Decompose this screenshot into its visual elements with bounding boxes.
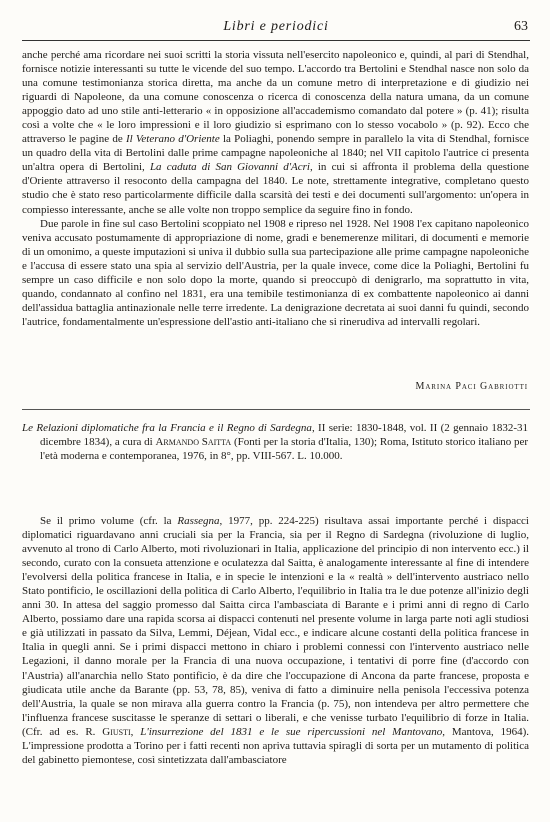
journal-title-rassegna: Rassegna xyxy=(177,515,220,527)
reviewed-book-editor: Armando Saitta xyxy=(155,436,232,449)
section-divider xyxy=(22,409,530,410)
running-title: Libri e periodici xyxy=(223,19,329,34)
review-1-paragraph-2: Due parole in fine sul caso Bertolini scoppiato nel 1908 e ripreso nel 1928. Nel 1908 l'ex capitano napoleonico veniva accusato postumamente di appropriazione di nome, gradi e benemerenze militari, di documenti e memorie di un omonimo, a queste imputazioni si univa il dubbio sulla sua partecipazione alle prime campagne napoleoniche e l'accusa di essere stato una spia al servizio dell'Austria, per la quale invece, come dice la Poliaghi, Bertolini fu sempre un caso difficile e non solo dopo la morte, quando si preoccupò di denigrarlo, ma soprattutto in vita, quando, condannato al confino nel 1831, era una temibile testimonianza di ex combattente napoleonico ai danni dell'assidua battaglia antinazionale nelle terre irredente. La denigrazione decretata ai suoi danni fu quindi, secondo l'autrice, fondamentalmente un'espressione dell'astio anti-italiano che si rinerudiva ad intervalli regolari. xyxy=(22,217,529,328)
book-title-veterano: Il Veterano d'Oriente xyxy=(125,133,220,146)
review-1-body xyxy=(22,48,529,329)
running-header xyxy=(22,18,530,41)
page-number: 63 xyxy=(514,19,528,34)
review-1-author: Marina Paci Gabriotti xyxy=(415,381,528,392)
review-2-reference: Le Relazioni diplomatiche fra la Francia e il Regno di Sardegna, II serie: 1830-1848, vol. II (2 gennaio 1832-31 dicembre 1834), a cura di Armando Saitta (Fonti per la storia d'Italia, 130); Roma, Istituto storico italiano per l'età moderna e contemporanea, 1976, in 8°, pp. VIII-567. L. 10.000. xyxy=(22,422,529,463)
review-2-body xyxy=(22,514,529,767)
book-title-caduta: La caduta di San Giovanni d'Acri xyxy=(149,161,310,174)
cited-title-insurrezione: L'insurrezione del 1831 e le sue ripercussioni nel Mantovano xyxy=(140,725,443,738)
review-2-paragraph-1: Se il primo volume (cfr. la Rassegna, 1977, pp. 224-225) risultava assai importante perché i dispacci diplomatici riguardavano anni cruciali sia per la Francia, sia per il Regno di Sardegna (rivoluzione di luglio, avvenuto al trono di Carlo Alberto, moti rivoluzionari in Italia, applicazione del principio di non intervento ecc.) il secondo, curato con la consueta attenzione e oculatezza dal Saitta, è analogamente interessante al fine di intendere l'evolversi della politica francese in Italia, e in specie le intenzioni e la « realtà » dell'intervento austriaco nello Stato pontificio, le oscillazioni della politica di Carlo Alberto, l'equilibrio in Italia tra le due potenze all'inizio degli anni 30. In attesa del saggio promesso dal Saitta circa l'ambasciata di Barante e i primi anni di regno di Carlo Alberto, possiamo dare una rapida scorsa ai dispacci contenuti nel presente volume in larga parte noti agli studiosi e già utilizzati in passato da Silva, Lemmi, Déjean, Vidal ecc., e indicare alcune costanti della politica francese in Italia in quegli anni. Se i primi dispacci mettono in chiaro i problemi connessi con l'intervento austriaco nelle Legazioni, il danno morale per la Francia di una nuova occupazione, i tentativi di porre fine (d'accordo con l'Austria) all'anarchia nello Stato pontificio, è da dire che l'occupazione di Ancona da parte francese, proposta e giudicata utile anche da Barante (pp. 53, 78, 85), veniva di fatto a diminuire nella penisola l'eccessiva potenza dell'Austria, la quale se non mirava alla guerra contro la Francia (p. 75), non intendeva per altro permettere che l'influenza francese suscitasse le speranze di settari o liberali, e che venisse turbato l'equilibrio di forze in Italia. (Cfr. ad es. R. Giusti, L'insurrezione del 1831 e le sue ripercussioni nel Mantovano, Mantova, 1964). L'impressione prodotta a Torino per i fatti recenti non apriva tuttavia spiragli di sorta per un mutamento di politica del gabinetto piemontese, così sintetizzata dall'ambasciatore xyxy=(22,515,529,766)
review-1-paragraph-1: anche perché ama ricordare nei suoi scritti la storia vissuta nell'esercito napoleonico e, quindi, al pari di Stendhal, fornisce notizie interessanti su tutte le vicende del suo tempo. L'accordo tra Bertolini e Stendhal nasce non solo da una comune testimonianza storica diretta, ma anche da un comune metro di interpretazione e di giudizio nei riguardi di Napoleone, da una comune conoscenza o ricerca di conoscenza della natura umana, da un comune appoggio dato ad uno stile anti-letterario « in opposizione all'accademismo comandato dal potere » (p. 41); risulta così a volte che « le loro impressioni e il loro giudizio si esprimano con lo stesso vocabolo » (p. 92). Ecco che attraverso le pagine de Il Veterano d'Oriente la Poliaghi, ponendo sempre in parallelo la vita di Stendhal, fornisce un quadro della vita di Bertolini dalle prime campagne napoleoniche al 1840; nel VII capitolo l'autrice ci presenta un'altra opera di Bertolini, La caduta di San Giovanni d'Acri, in cui si affronta il problema della questione d'Oriente attraverso il resoconto della campagna del 1840. Le note, strettamente integrative, completano questo studio che è stato reso particolarmente difficile dalla scarsità dei testi e dei documenti sull'argomento: un'opera in compiesso interessante, anche se alle volte non troppo semplice da seguire fino in fondo. xyxy=(22,49,529,216)
cited-author-giusti: R. Giusti xyxy=(85,725,131,738)
reviewed-book-title: Le Relazioni diplomatiche fra la Francia e il Regno di Sardegna xyxy=(22,422,312,434)
